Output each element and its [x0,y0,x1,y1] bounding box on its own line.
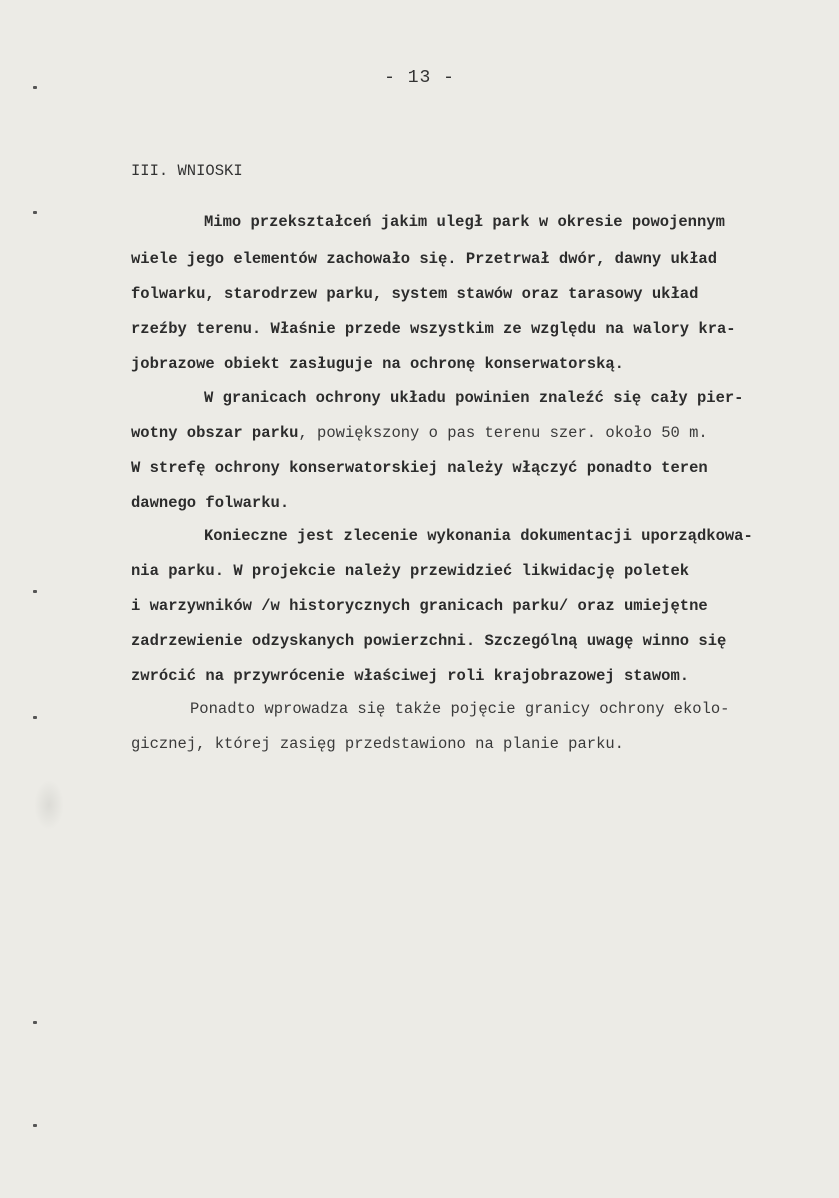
paragraph-line: zadrzewienie odzyskanych powierzchni. Szczególną uwagę winno się [131,632,727,650]
paragraph-line: Mimo przekształceń jakim uległ park w okresie powojennym [204,213,725,231]
paragraph-line: W granicach ochrony układu powinien znaleźć się cały pier- [204,389,744,407]
paragraph-line: Ponadto wprowadza się także pojęcie granicy ochrony ekolo- [190,700,730,718]
paragraph-line: i warzywników /w historycznych granicach parku/ oraz umiejętne [131,597,708,615]
paragraph-line: zwrócić na przywrócenie właściwej roli krajobrazowej stawom. [131,667,690,685]
paragraph-line: rzeźby terenu. Właśnie przede wszystkim ze względu na walory kra- [131,320,736,338]
paragraph-line: jobrazowe obiekt zasługuje na ochronę konserwatorską. [131,355,624,373]
margin-mark [33,211,37,214]
paragraph-line: wiele jego elementów zachowało się. Przetrwał dwór, dawny układ [131,250,717,268]
margin-mark [33,590,37,593]
paragraph-line: gicznej, której zasięg przedstawiono na planie parku. [131,735,624,753]
margin-mark [33,1124,37,1127]
paragraph-line-mixed [131,424,708,442]
page-number: - 13 - [384,68,455,88]
paragraph-line: folwarku, starodrzew parku, system stawów oraz tarasowy układ [131,285,699,303]
paragraph-line: W strefę ochrony konserwatorskiej należy włączyć ponadto teren [131,459,708,477]
paragraph-line: nia parku. W projekcie należy przewidzieć likwidację poletek [131,562,690,580]
paper-smudge [34,780,64,830]
paragraph-line-light-part: , powiększony o pas terenu szer. około 50 m. [298,424,708,442]
margin-mark [33,716,37,719]
paragraph-line: Konieczne jest zlecenie wykonania dokumentacji uporządkowa- [204,527,753,545]
paragraph-line: dawnego folwarku. [131,494,290,512]
section-heading: III. WNIOSKI [131,162,243,180]
paragraph-line-bold-part: wotny obszar parku [131,424,299,442]
margin-mark [33,1021,37,1024]
